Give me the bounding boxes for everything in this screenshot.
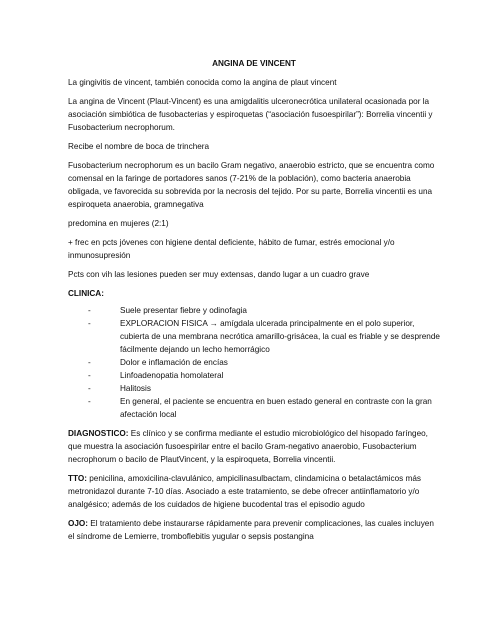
document-title: ANGINA DE VINCENT xyxy=(212,59,296,68)
paragraph-diagnostico xyxy=(68,427,440,466)
paragraph-predominance: predomina en mujeres (2:1) xyxy=(68,219,169,228)
paragraph-definition: La angina de Vincent (Plaut-Vincent) es una amigdalitis ulceronecrótica unilateral ocasionada por la asociación simbiótica de fusobacterias y espiroquetas (“asociación fusoespirilar”): Borrelia vincentii y Fusobacterium necrophorum. xyxy=(68,97,433,132)
list-item xyxy=(88,304,440,317)
document-body xyxy=(68,57,440,549)
clinica-heading: CLINICA: xyxy=(68,289,104,298)
list-item-text: Suele presentar fiebre y odinofagia xyxy=(120,306,247,315)
list-item-text: Linfoadenopatia homolateral xyxy=(120,371,224,380)
paragraph-hiv: Pcts con vih las lesiones pueden ser muy extensas, dando lugar a un cuadro grave xyxy=(68,270,370,279)
tto-label: TTO: xyxy=(68,474,87,483)
bullet-dash: - xyxy=(88,306,91,315)
diagnostico-label: DIAGNOSTICO: xyxy=(68,429,129,438)
ojo-label: OJO: xyxy=(68,519,89,528)
paragraph-nickname: Recibe el nombre de boca de trinchera xyxy=(68,142,210,151)
bullet-dash: - xyxy=(88,358,91,367)
list-item xyxy=(88,317,440,356)
diagnostico-text: Es clínico y se confirma mediante el estudio microbiológico del hisopado faríngeo, que muestra la asociación fusoespirilar entre el bacilo Gram-negativo anaerobio, Fusobacterium necrophorum o bacilo de PlautVincent, y la espiroqueta, Borrelia vincentii. xyxy=(68,429,428,464)
paragraph-fusobacterium: Fusobacterium necrophorum es un bacilo Gram negativo, anaerobio estricto, que se encuentra como comensal en la faringe de portadores sanos (7-21% de la población), como bacteria anaerobia obligada, ve favorecida su sobrevida por la necrosis del tejido. Por su parte, Borrelia vincentii es una espiroqueta anaerobia, gramnegativa xyxy=(68,161,435,209)
list-item xyxy=(88,395,440,421)
ojo-text: El tratamiento debe instaurarse rápidamente para prevenir complicaciones, las cuales incluyen el síndrome de Lemierre, tromboflebitis yugular o sepsis postangina xyxy=(68,519,434,541)
list-item-text: En general, el paciente se encuentra en buen estado general en contraste con la gran afectación local xyxy=(120,397,432,419)
bullet-dash: - xyxy=(88,397,91,406)
bullet-dash: - xyxy=(88,384,91,393)
list-item-text: Halitosis xyxy=(120,384,151,393)
list-item xyxy=(88,356,440,369)
list-item-text: EXPLORACION FISICA → amígdala ulcerada principalmente en el polo superior, cubierta de una membrana necrótica amarillo-grisácea, la cual es friable y se desprende fácilmente dejando un lecho hemorrágico xyxy=(120,319,440,354)
tto-text: penicilina, amoxicilina-clavulánico, ampicilinasulbactam, clindamicina o betalactámicos más metronidazol durante 7-10 días. Asociado a este tratamiento, se debe ofrecer antiinflamatorio y/o analgésico; además de los cuidados de higiene bucodental tras el episodio agudo xyxy=(68,474,421,509)
list-item xyxy=(88,382,440,395)
paragraph-risk-factors: + frec en pcts jóvenes con higiene dental deficiente, hábito de fumar, estrés emocional y/o inmunosupresión xyxy=(68,238,395,260)
bullet-dash: - xyxy=(88,371,91,380)
paragraph-intro: La gingivitis de vincent, también conocida como la angina de plaut vincent xyxy=(68,78,337,87)
bullet-dash: - xyxy=(88,319,91,328)
paragraph-tto xyxy=(68,472,440,511)
list-item xyxy=(88,369,440,382)
clinica-list xyxy=(68,304,440,421)
list-item-text: Dolor e inflamación de encías xyxy=(120,358,228,367)
paragraph-ojo xyxy=(68,517,440,543)
